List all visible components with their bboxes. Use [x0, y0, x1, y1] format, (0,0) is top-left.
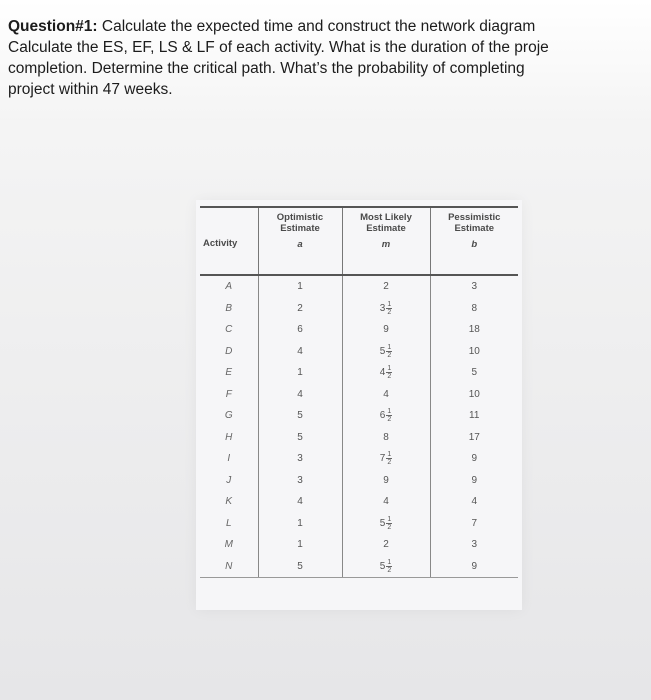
cell-optimistic: 4	[258, 341, 342, 363]
cell-activity: G	[224, 410, 233, 422]
cell-activity: I	[227, 453, 231, 465]
cell-most-likely: 2	[342, 275, 430, 298]
table-row	[200, 384, 518, 406]
cell-activity: D	[225, 345, 233, 357]
table-row	[200, 405, 518, 427]
cell-most-likely: 5 1 2	[342, 513, 430, 535]
table-row	[200, 362, 518, 384]
cell-activity: A	[225, 281, 233, 293]
table-row	[200, 341, 518, 363]
cell-most-likely: 3 1 2	[342, 298, 430, 320]
cell-pessimistic: 11	[430, 405, 518, 427]
cell-optimistic: 4	[258, 491, 342, 513]
table-row	[200, 470, 518, 492]
header-pessimistic-symbol: b	[471, 239, 478, 250]
table-row	[200, 556, 518, 578]
table-row	[200, 319, 518, 341]
header-activity: Activity	[200, 207, 258, 275]
cell-activity: M	[224, 539, 233, 551]
cell-most-likely: 4	[342, 384, 430, 406]
cell-most-likely: 2	[342, 534, 430, 556]
cell-most-likely: 7 1 2	[342, 448, 430, 470]
cell-pessimistic: 9	[430, 470, 518, 492]
cell-pessimistic: 8	[430, 298, 518, 320]
cell-optimistic: 4	[258, 384, 342, 406]
cell-activity: N	[200, 556, 258, 578]
table-row	[200, 491, 518, 513]
cell-activity: F	[225, 388, 232, 400]
cell-most-likely: 4 1 2	[342, 362, 430, 384]
cell-most-likely: 9	[342, 470, 430, 492]
cell-optimistic: 6	[258, 319, 342, 341]
cell-most-likely: 5 1 2	[342, 341, 430, 363]
cell-optimistic: 1	[258, 534, 342, 556]
cell-activity: J	[226, 474, 232, 486]
cell-pessimistic: 3	[430, 275, 518, 298]
cell-optimistic: 1	[258, 513, 342, 535]
header-pessimistic	[430, 207, 518, 275]
cell-pessimistic: 9	[430, 448, 518, 470]
cell-pessimistic: 18	[430, 319, 518, 341]
table-row	[200, 427, 518, 449]
cell-optimistic: 5	[258, 556, 342, 578]
question-label: Question#1:	[8, 18, 98, 35]
cell-optimistic: 3	[258, 470, 342, 492]
cell-activity: K	[225, 496, 233, 508]
question-line-4: project within 47 weeks.	[8, 81, 173, 98]
table-header-row	[200, 207, 518, 275]
cell-most-likely: 5 1 2	[342, 556, 430, 578]
cell-most-likely: 8	[342, 427, 430, 449]
cell-pessimistic: 17	[430, 427, 518, 449]
header-pessimistic-label: Pessimistic Estimate	[448, 212, 501, 234]
table-row	[200, 534, 518, 556]
cell-activity: H	[225, 431, 233, 443]
cell-pessimistic: 7	[430, 513, 518, 535]
cell-activity: E	[225, 367, 233, 379]
question-line-1	[8, 16, 648, 37]
cell-optimistic: 1	[258, 275, 342, 298]
cell-optimistic: 1	[258, 362, 342, 384]
cell-pessimistic: 3	[430, 534, 518, 556]
table-row	[200, 275, 518, 298]
question-line-1-text: Calculate the expected time and construct the network diagram	[97, 18, 536, 35]
cell-pessimistic: 5	[430, 362, 518, 384]
header-most-likely-symbol: m	[381, 239, 391, 250]
cell-pessimistic: 4	[430, 491, 518, 513]
question-text	[8, 16, 648, 100]
question-line-2: Calculate the ES, EF, LS & LF of each activity. What is the duration of the proje	[8, 39, 549, 56]
cell-pessimistic: 9	[430, 556, 518, 578]
cell-optimistic: 5	[258, 427, 342, 449]
header-optimistic-label: Optimistic Estimate	[276, 212, 324, 234]
header-most-likely	[342, 207, 430, 275]
cell-activity: L	[225, 517, 232, 529]
cell-most-likely: 4	[342, 491, 430, 513]
cell-most-likely: 6 1 2	[342, 405, 430, 427]
cell-optimistic: 3	[258, 448, 342, 470]
header-optimistic	[258, 207, 342, 275]
cell-activity: C	[225, 324, 233, 336]
table-row	[200, 448, 518, 470]
cell-most-likely: 9	[342, 319, 430, 341]
cell-activity: B	[225, 302, 233, 314]
header-optimistic-symbol: a	[297, 239, 303, 250]
table-row	[200, 298, 518, 320]
table-row	[200, 513, 518, 535]
cell-pessimistic: 10	[430, 341, 518, 363]
header-most-likely-label: Most Likely Estimate	[360, 212, 412, 234]
cell-optimistic: 2	[258, 298, 342, 320]
estimates-table	[200, 206, 518, 578]
cell-pessimistic: 10	[430, 384, 518, 406]
question-line-3: completion. Determine the critical path. What’s the probability of completing	[8, 60, 525, 77]
cell-optimistic: 5	[258, 405, 342, 427]
